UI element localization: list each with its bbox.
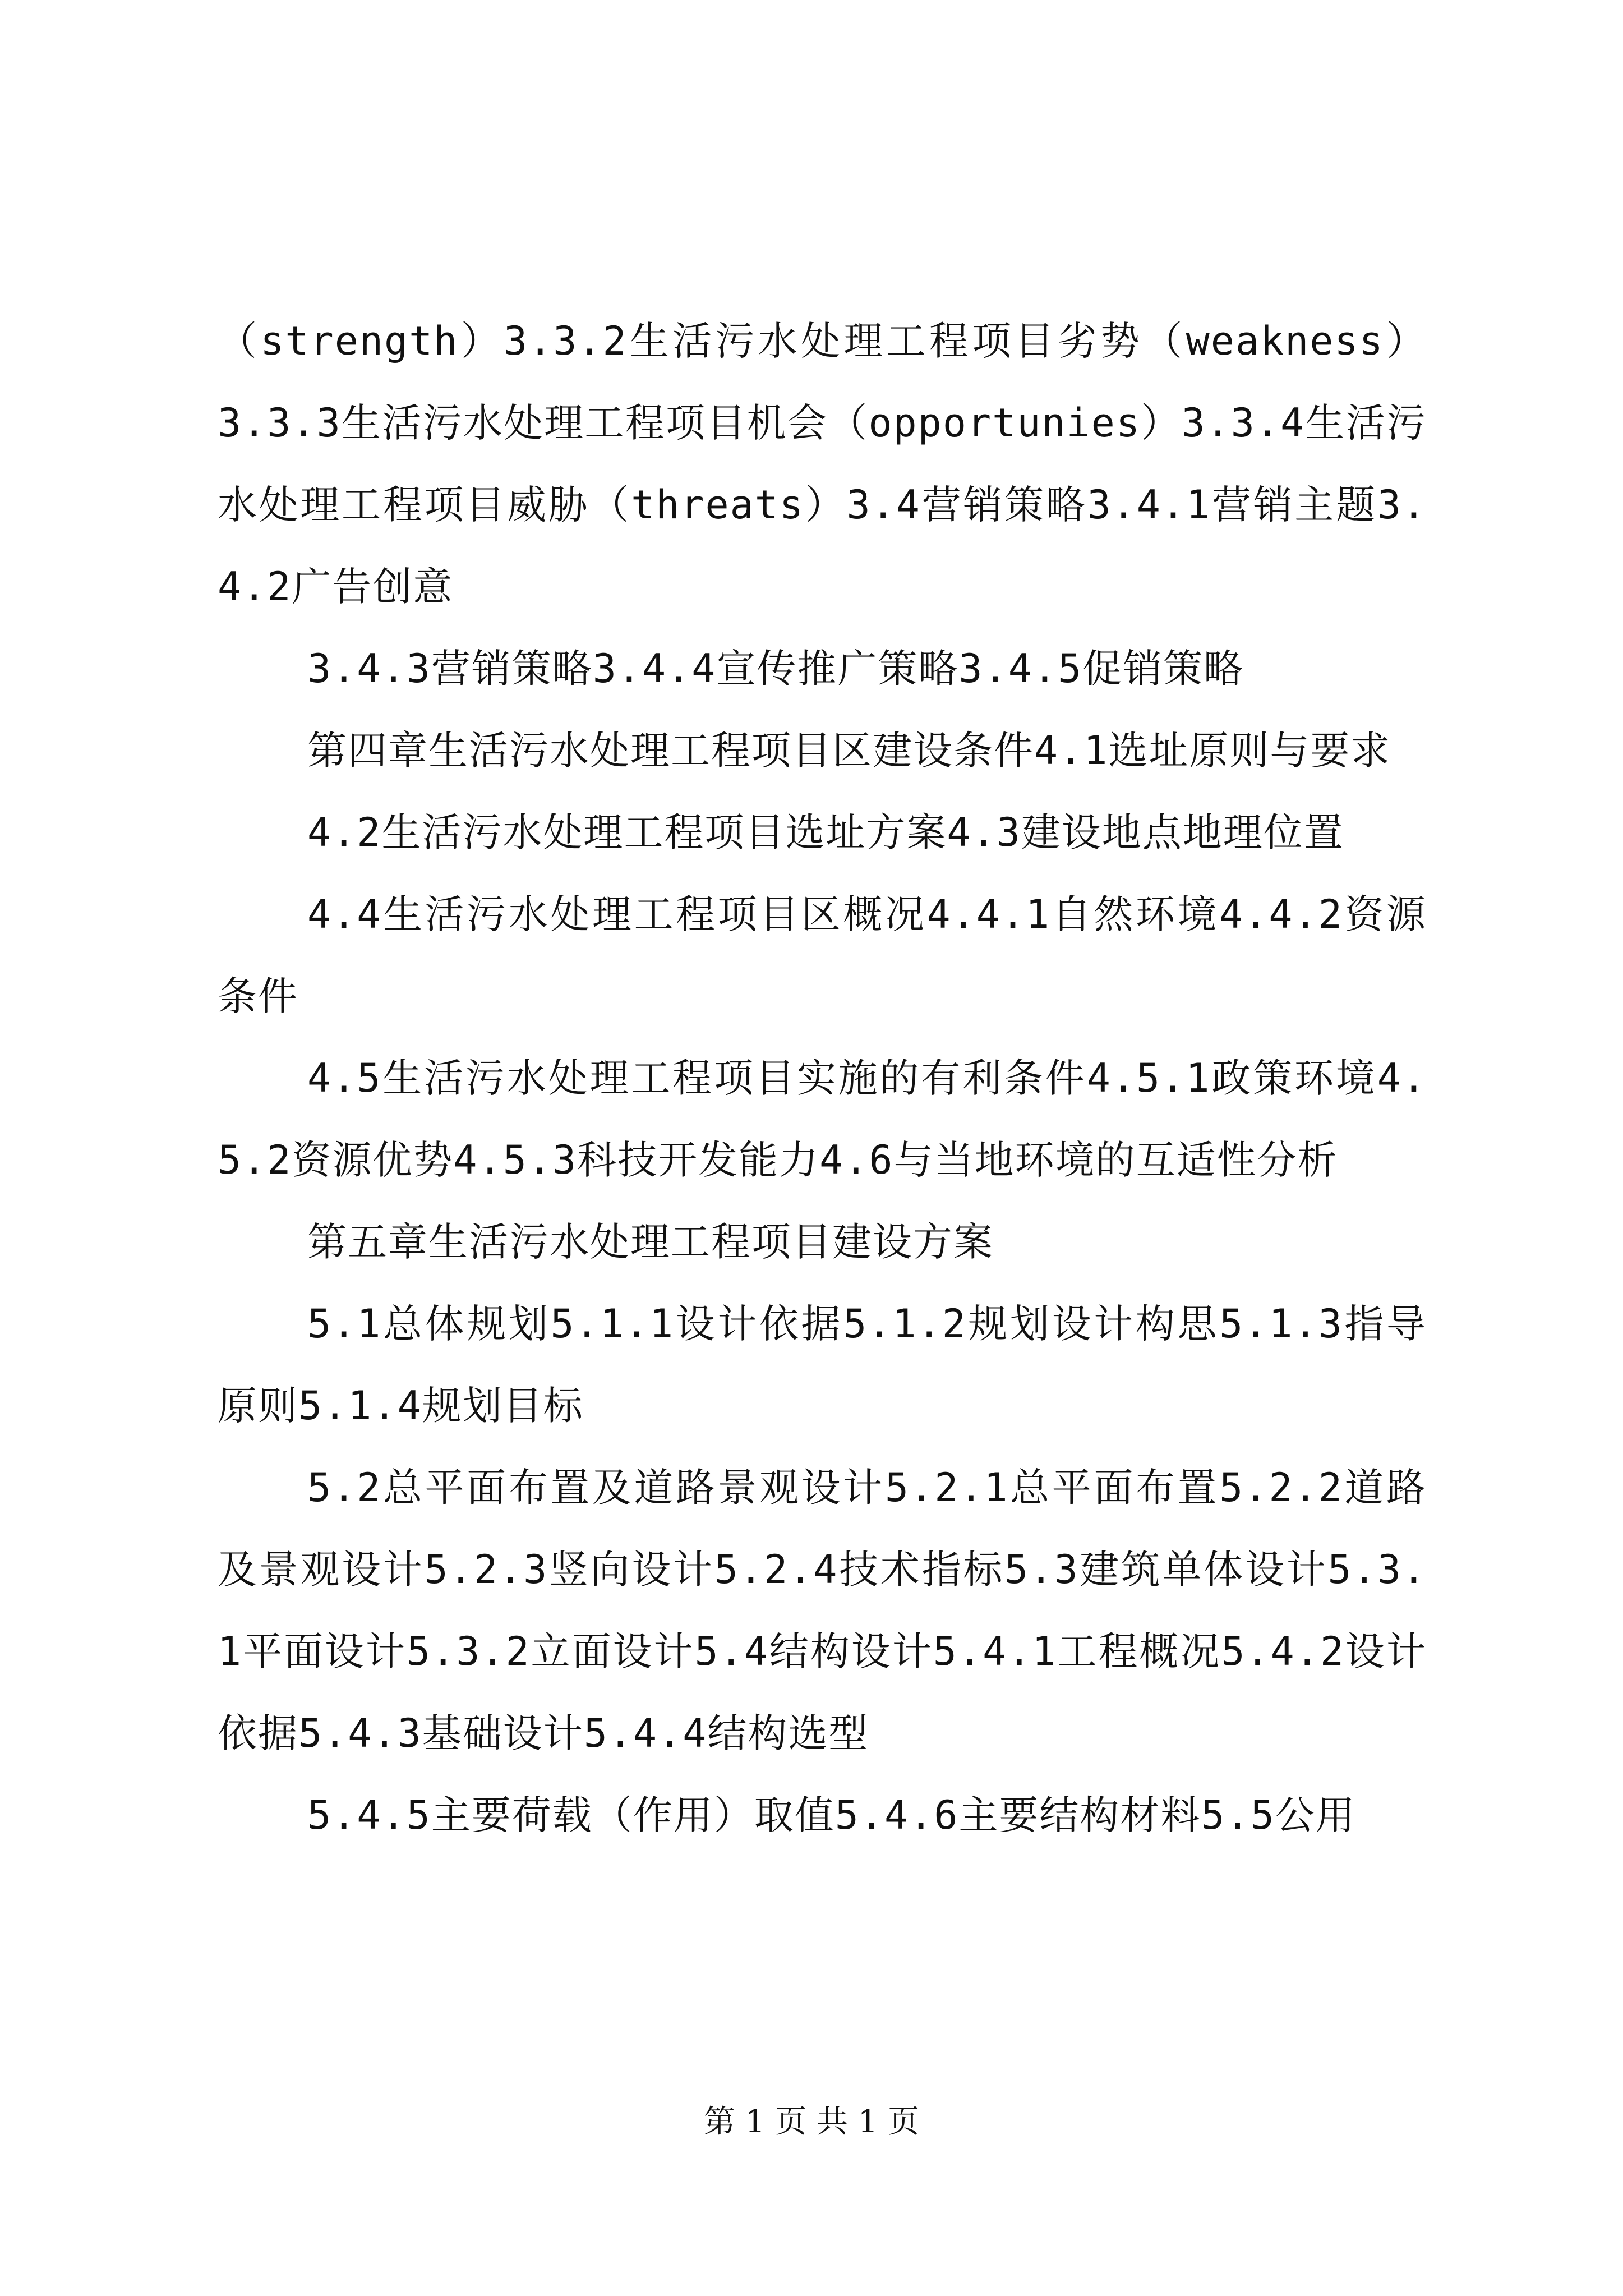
paragraph-8: 5.1总体规划5.1.1设计依据5.1.2规划设计构思5.1.3指导原则5.1.4规划目标 [218, 1301, 1427, 1429]
document-body [218, 300, 1427, 1856]
page-footer: 第 1 页 共 1 页 [703, 2104, 920, 2140]
paragraph-1: （strength）3.3.2生活污水处理工程项目劣势（weakness）3.3.3生活污水处理工程项目机会（opportunies）3.3.4生活污水处理工程项目威胁（threats）3.4营销策略3.4.1营销主题3.4.2广告创意 [218, 318, 1427, 610]
paragraph-6: 4.5生活污水处理工程项目实施的有利条件4.5.1政策环境4.5.2资源优势4.5.3科技开发能力4.6与当地环境的互适性分析 [218, 1055, 1427, 1183]
paragraph-10: 5.4.5主要荷载（作用）取值5.4.6主要结构材料5.5公用 [307, 1792, 1356, 1838]
paragraph-7: 第五章生活污水处理工程项目建设方案 [307, 1219, 994, 1265]
paragraph-3: 第四章生活污水处理工程项目区建设条件4.1选址原则与要求 [307, 728, 1391, 774]
paragraph-2: 3.4.3营销策略3.4.4宣传推广策略3.4.5促销策略 [307, 646, 1244, 692]
paragraph-4: 4.2生活污水处理工程项目选址方案4.3建设地点地理位置 [307, 809, 1344, 855]
paragraph-9: 5.2总平面布置及道路景观设计5.2.1总平面布置5.2.2道路及景观设计5.2.3竖向设计5.2.4技术指标5.3建筑单体设计5.3.1平面设计5.3.2立面设计5.4结构设计5.4.1工程概况5.4.2设计依据5.4.3基础设计5.4.4结构选型 [218, 1465, 1427, 1756]
paragraph-5: 4.4生活污水处理工程项目区概况4.4.1自然环境4.4.2资源条件 [218, 891, 1427, 1019]
